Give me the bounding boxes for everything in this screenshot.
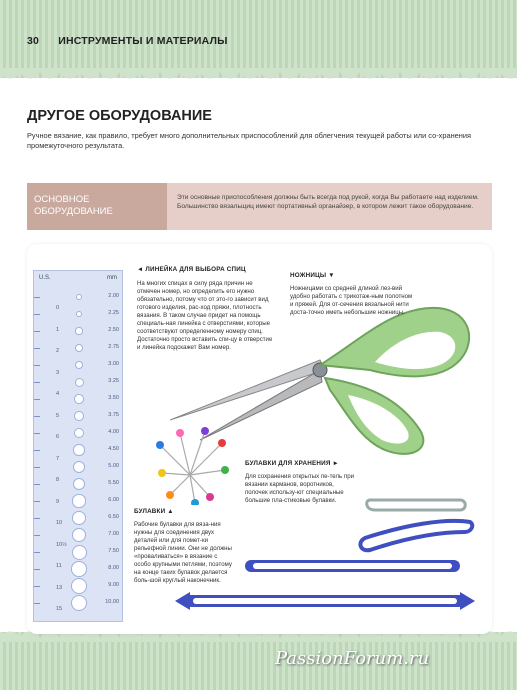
gauge-mm-label: mm bbox=[107, 275, 117, 281]
gauge-us-size: 8 bbox=[56, 477, 60, 484]
gauge-us-size: 10 bbox=[56, 520, 63, 527]
gauge-hole bbox=[72, 528, 86, 542]
gauge-tick bbox=[34, 297, 40, 298]
gauge-mm-size: 10.00 bbox=[105, 599, 119, 605]
gauge-mm-size: 4.50 bbox=[108, 446, 119, 452]
gauge-tick bbox=[34, 501, 40, 502]
gauge-tick bbox=[34, 586, 40, 587]
gauge-tick bbox=[34, 416, 40, 417]
gauge-hole bbox=[73, 478, 86, 491]
gauge-mm-size: 3.00 bbox=[108, 361, 119, 367]
gauge-mm-size: 6.50 bbox=[108, 514, 119, 520]
gauge-hole bbox=[71, 561, 87, 577]
gauge-hole bbox=[73, 461, 85, 473]
gauge-us-size: 2 bbox=[56, 348, 60, 355]
gauge-tick bbox=[34, 484, 40, 485]
gauge-us-size: 7 bbox=[56, 455, 60, 462]
gauge-hole bbox=[75, 344, 83, 352]
gauge-hole bbox=[74, 394, 84, 404]
band-text: Эти основные приспособления должны быть всегда под рукой, когда Вы работаете над изделием. Большинство вязальщиц имеют портативный органайзер, в котором лежит такое оборудование. bbox=[177, 194, 479, 210]
gauge-us-size: 11 bbox=[56, 563, 62, 570]
gauge-tick bbox=[34, 433, 40, 434]
gauge-us-label: U.S. bbox=[39, 275, 51, 281]
holders-text: Для сохранения открытых пе-тель при вязании карманов, воротников, полочек использу-ют специальные большие пла-стиковые булавки. bbox=[245, 473, 354, 504]
page-number: 30 bbox=[27, 35, 40, 47]
watermark: PassionForum.ru bbox=[275, 648, 430, 669]
gauge-mm-size: 5.00 bbox=[108, 463, 119, 469]
gauge-hole bbox=[71, 595, 88, 612]
gauge-tick bbox=[34, 450, 40, 451]
gauge-tick bbox=[34, 518, 40, 519]
page-title: ДРУГОЕ ОБОРУДОВАНИЕ bbox=[27, 108, 212, 124]
gauge-hole bbox=[76, 311, 83, 318]
gauge-tick bbox=[34, 603, 40, 604]
gauge-tick bbox=[34, 331, 40, 332]
holders-label: БУЛАВКИ ДЛЯ ХРАНЕНИЯ ► bbox=[245, 460, 339, 467]
gauge-hole bbox=[73, 444, 84, 455]
gauge-mm-size: 8.00 bbox=[108, 565, 119, 571]
gauge-tick bbox=[34, 569, 40, 570]
knit-texture-bottom bbox=[0, 632, 517, 690]
gauge-tick bbox=[34, 535, 40, 536]
page-header bbox=[27, 35, 228, 47]
gauge-tick bbox=[34, 348, 40, 349]
gauge-hole bbox=[71, 578, 87, 594]
gauge-us-size: 4 bbox=[56, 391, 60, 398]
gauge-mm-size: 3.75 bbox=[108, 412, 119, 418]
gauge-us-size: 10½ bbox=[56, 541, 67, 548]
gauge-hole bbox=[74, 428, 85, 439]
ruler-text: На многих спицах в силу ряда причин не отмечен номер, но определить его нужно обязательно, потому что от это-го зависит вид готового изделия, рас-ход пряжи, плотность вязания. В таком случае придет на помощь специаль-ная линейка с отверстиями, которые соответствуют определенному номеру спиц. Достаточно просто вставить спи-цу в отверстие и линейка подскажет Вам номер. bbox=[137, 280, 273, 351]
gauge-hole bbox=[72, 494, 85, 507]
gauge-us-size: 9 bbox=[56, 498, 60, 505]
band-heading: ОСНОВНОЕ ОБОРУДОВАНИЕ bbox=[34, 194, 113, 217]
gauge-tick bbox=[34, 365, 40, 366]
gauge-mm-size: 2.50 bbox=[108, 327, 119, 333]
gauge-hole bbox=[74, 411, 84, 421]
gauge-us-size: 5 bbox=[56, 412, 60, 419]
gauge-hole bbox=[75, 361, 83, 369]
gauge-mm-size: 9.00 bbox=[108, 582, 119, 588]
gauge-hole bbox=[72, 545, 87, 560]
section-band bbox=[27, 183, 492, 230]
gauge-mm-size: 4.00 bbox=[108, 429, 119, 435]
scissors-label: НОЖНИЦЫ ▼ bbox=[290, 272, 335, 279]
gauge-tick bbox=[34, 552, 40, 553]
intro-text: Ручное вязание, как правило, требует много дополнительных приспособлений для облегчения текущей работы или со-хранения промежуточного результата. bbox=[27, 131, 471, 150]
gauge-mm-size: 2.00 bbox=[108, 293, 119, 299]
pins-text: Рабочие булавки для вяза-ния нужны для соединения двух деталей или для помет-ки рельефной линии. Они не должны «проваливаться» в вязание с особо крупными петлями, поэтому на конце таких булавок делается боль-шой круглый наконечник. bbox=[134, 521, 232, 584]
gauge-mm-size: 2.25 bbox=[108, 310, 119, 316]
gauge-mm-size: 7.00 bbox=[108, 531, 119, 537]
gauge-us-size: 15 bbox=[56, 606, 63, 613]
gauge-hole bbox=[75, 378, 84, 387]
gauge-hole bbox=[76, 294, 82, 300]
gauge-mm-size: 5.50 bbox=[108, 480, 119, 486]
gauge-tick bbox=[34, 314, 40, 315]
section-title: ИНСТРУМЕНТЫ И МАТЕРИАЛЫ bbox=[58, 35, 228, 47]
band-heading-box bbox=[27, 183, 167, 230]
gauge-tick bbox=[34, 382, 40, 383]
gauge-mm-size: 3.25 bbox=[108, 378, 119, 384]
gauge-mm-size: 3.50 bbox=[108, 395, 119, 401]
gauge-hole bbox=[75, 327, 82, 334]
gauge-us-size: 0 bbox=[56, 305, 60, 311]
gauge-mm-size: 7.50 bbox=[108, 548, 119, 554]
gauge-us-size: 1 bbox=[56, 326, 60, 333]
ruler-label: ◄ ЛИНЕЙКА ДЛЯ ВЫБОРА СПИЦ bbox=[137, 266, 246, 273]
gauge-tick bbox=[34, 467, 40, 468]
gauge-us-size: 6 bbox=[56, 434, 60, 441]
gauge-mm-size: 2.75 bbox=[108, 344, 119, 350]
gauge-us-size: 3 bbox=[56, 369, 60, 376]
gauge-hole bbox=[72, 511, 86, 525]
pins-label: БУЛАВКИ ▲ bbox=[134, 508, 174, 515]
gauge-tick bbox=[34, 399, 40, 400]
gauge-mm-size: 6.00 bbox=[108, 497, 119, 503]
gauge-us-size: 13 bbox=[56, 584, 63, 591]
needle-gauge-image bbox=[33, 270, 123, 622]
scissors-text: Ножницами со средней длиной лез-вий удобно работать с трикотаж-ным полотном и пряжей. Для от-сечения вязальной нити доста-точно иметь небольшие ножницы. bbox=[290, 285, 413, 316]
